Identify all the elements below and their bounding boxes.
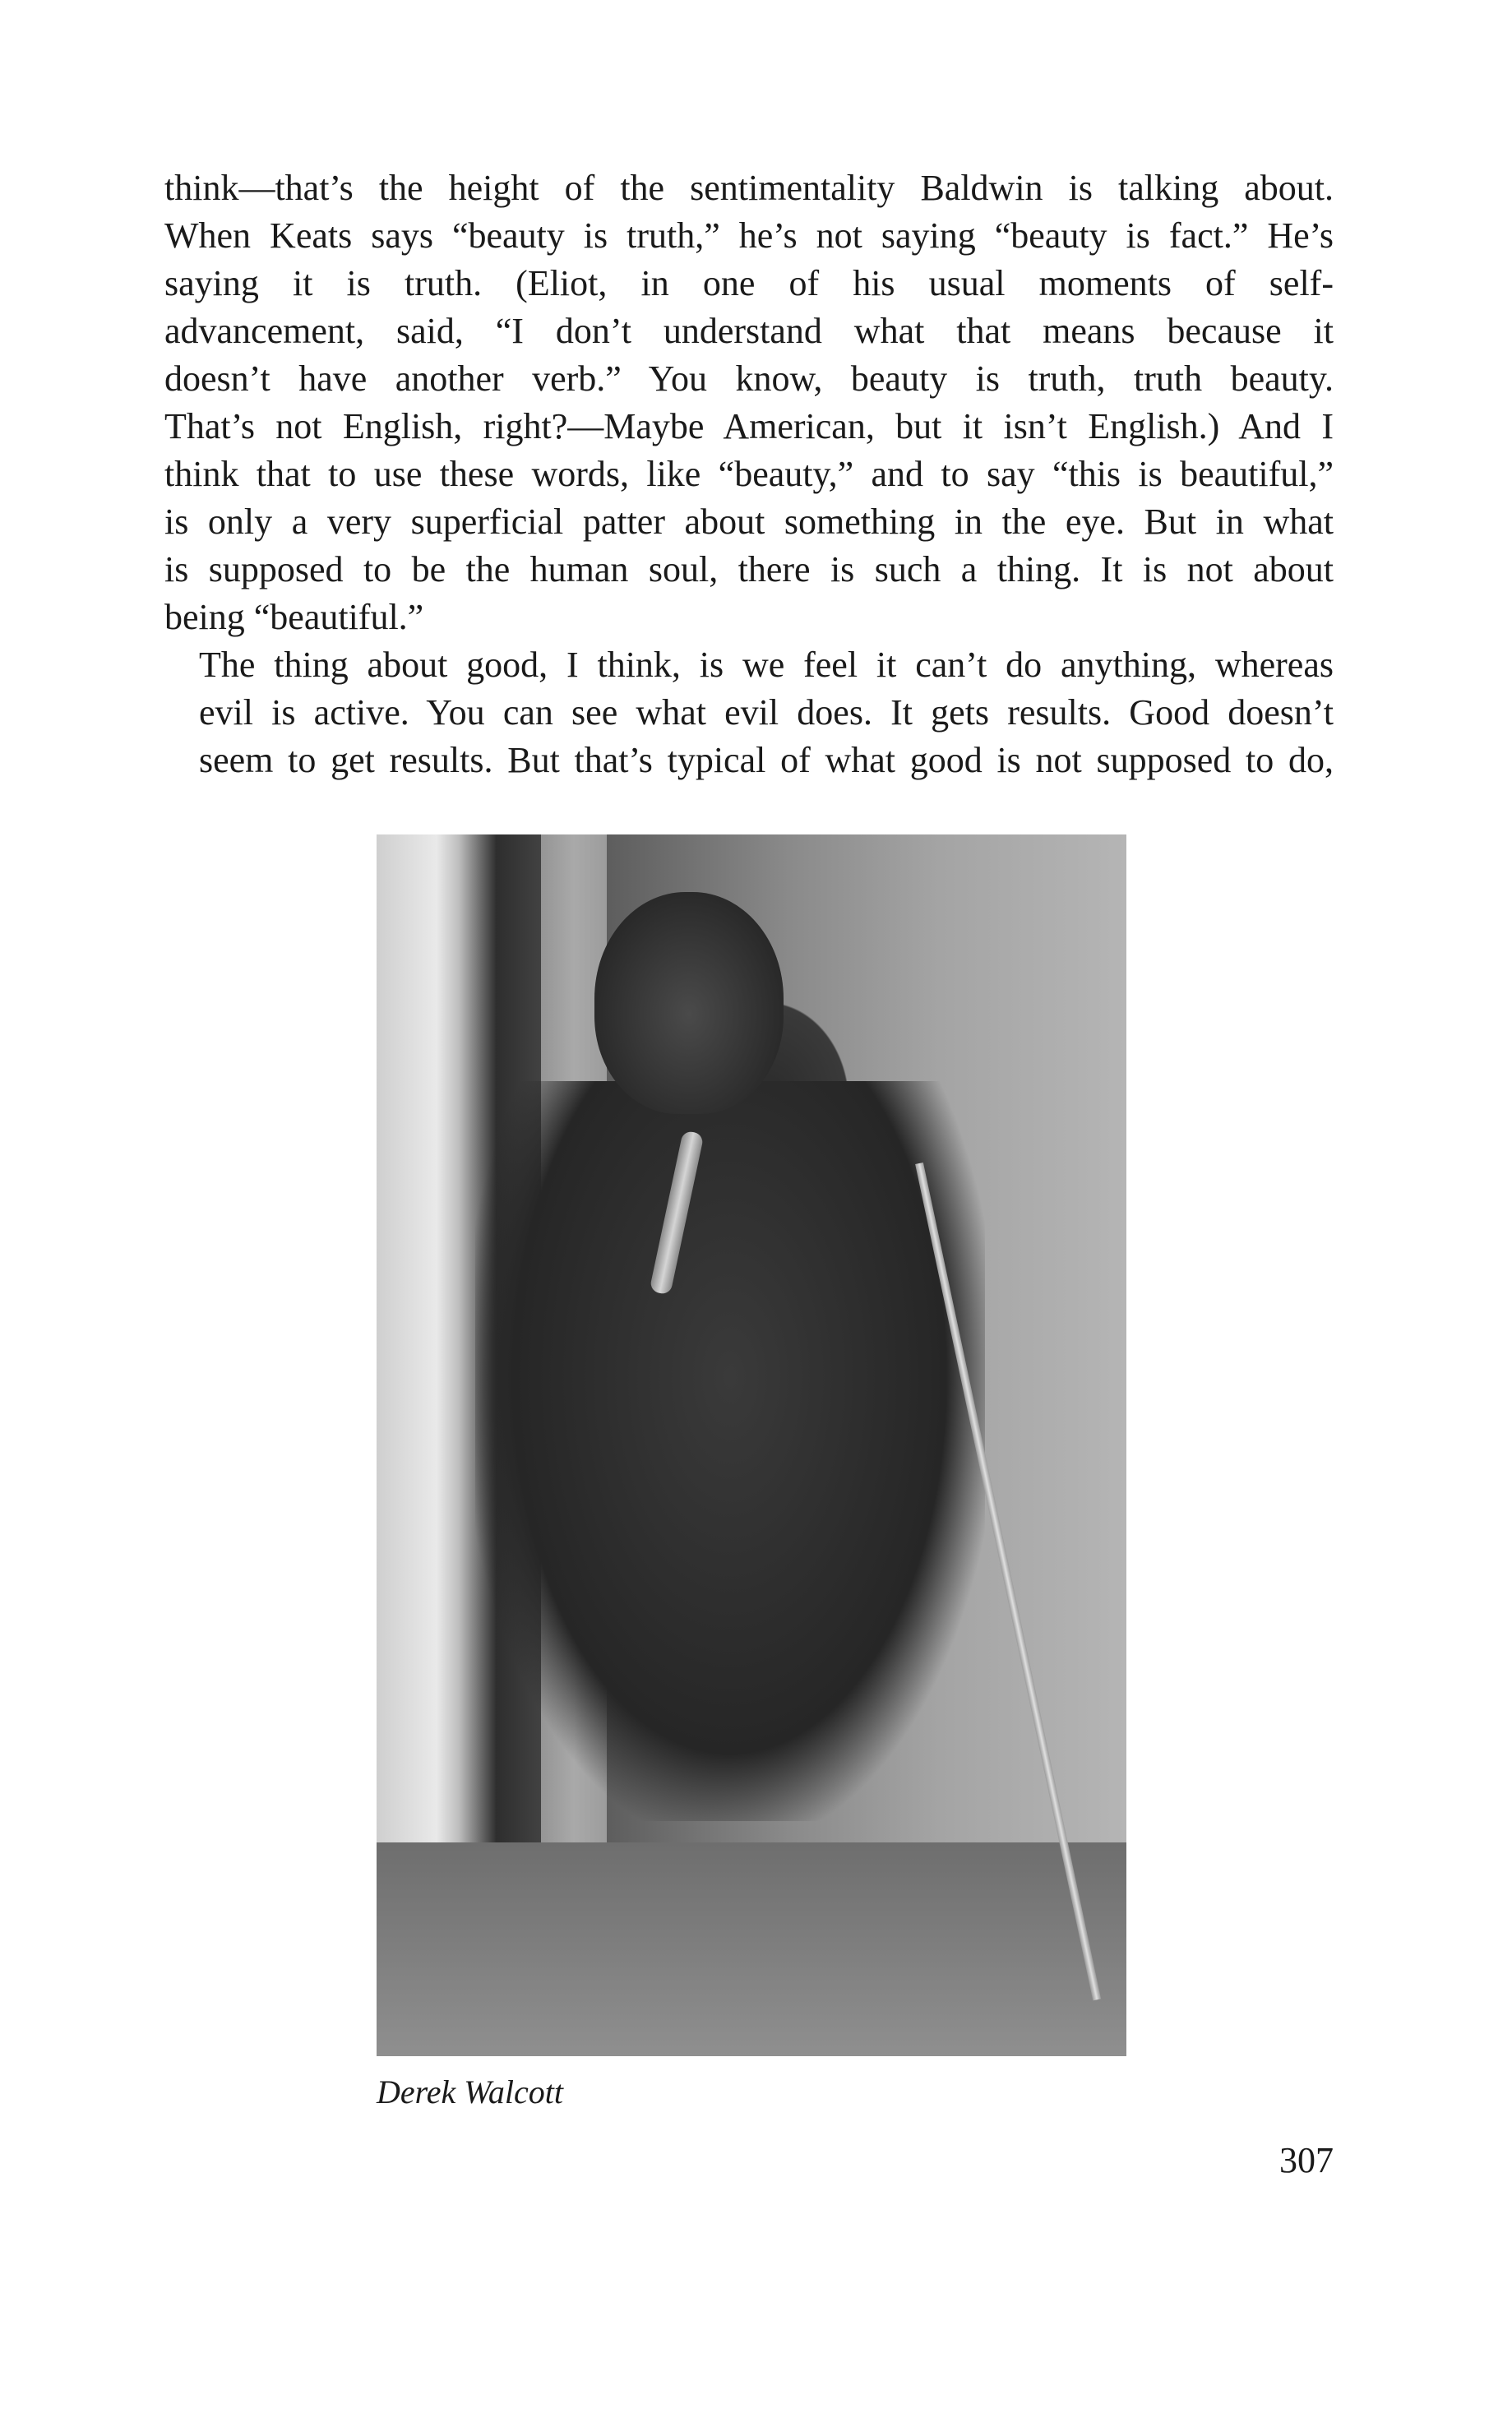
text-line: saying it is truth. (Eliot, in one of his usual moments of self-	[164, 263, 1334, 303]
floor	[377, 1842, 1126, 2056]
paragraph-1	[164, 164, 1334, 641]
text-line: is supposed to be the human soul, there is such a thing. It is not about	[164, 549, 1334, 589]
portrait-photo	[377, 834, 1126, 2056]
figure-head	[594, 892, 784, 1114]
text-line: When Keats says “beauty is truth,” he’s not saying “beauty is fact.” He’s	[164, 215, 1334, 256]
text-line: being “beautiful.”	[164, 597, 424, 637]
text-line: seem to get results. But that’s typical of what good is not supposed to do,	[199, 740, 1334, 780]
photo-caption: Derek Walcott	[377, 2073, 563, 2110]
paragraph-2	[164, 641, 1334, 784]
body-text	[164, 164, 1334, 784]
page-number: 307	[1279, 2140, 1334, 2180]
text-line: is only a very superficial patter about something in the eye. But in what	[164, 502, 1334, 542]
text-line: The thing about good, I think, is we feel it can’t do anything, whereas	[199, 645, 1334, 685]
text-line: evil is active. You can see what evil does. It gets results. Good doesn’t	[199, 692, 1334, 733]
text-line: advancement, said, “I don’t understand what that means because it	[164, 311, 1334, 351]
text-line: That’s not English, right?—Maybe American, but it isn’t English.) And I	[164, 406, 1334, 446]
seated-figure	[475, 1081, 985, 1821]
text-line: doesn’t have another verb.” You know, beauty is truth, truth beauty.	[164, 358, 1334, 399]
text-line: think—that’s the height of the sentimentality Baldwin is talking about.	[164, 168, 1334, 208]
text-line: think that to use these words, like “beauty,” and to say “this is beautiful,”	[164, 454, 1334, 494]
